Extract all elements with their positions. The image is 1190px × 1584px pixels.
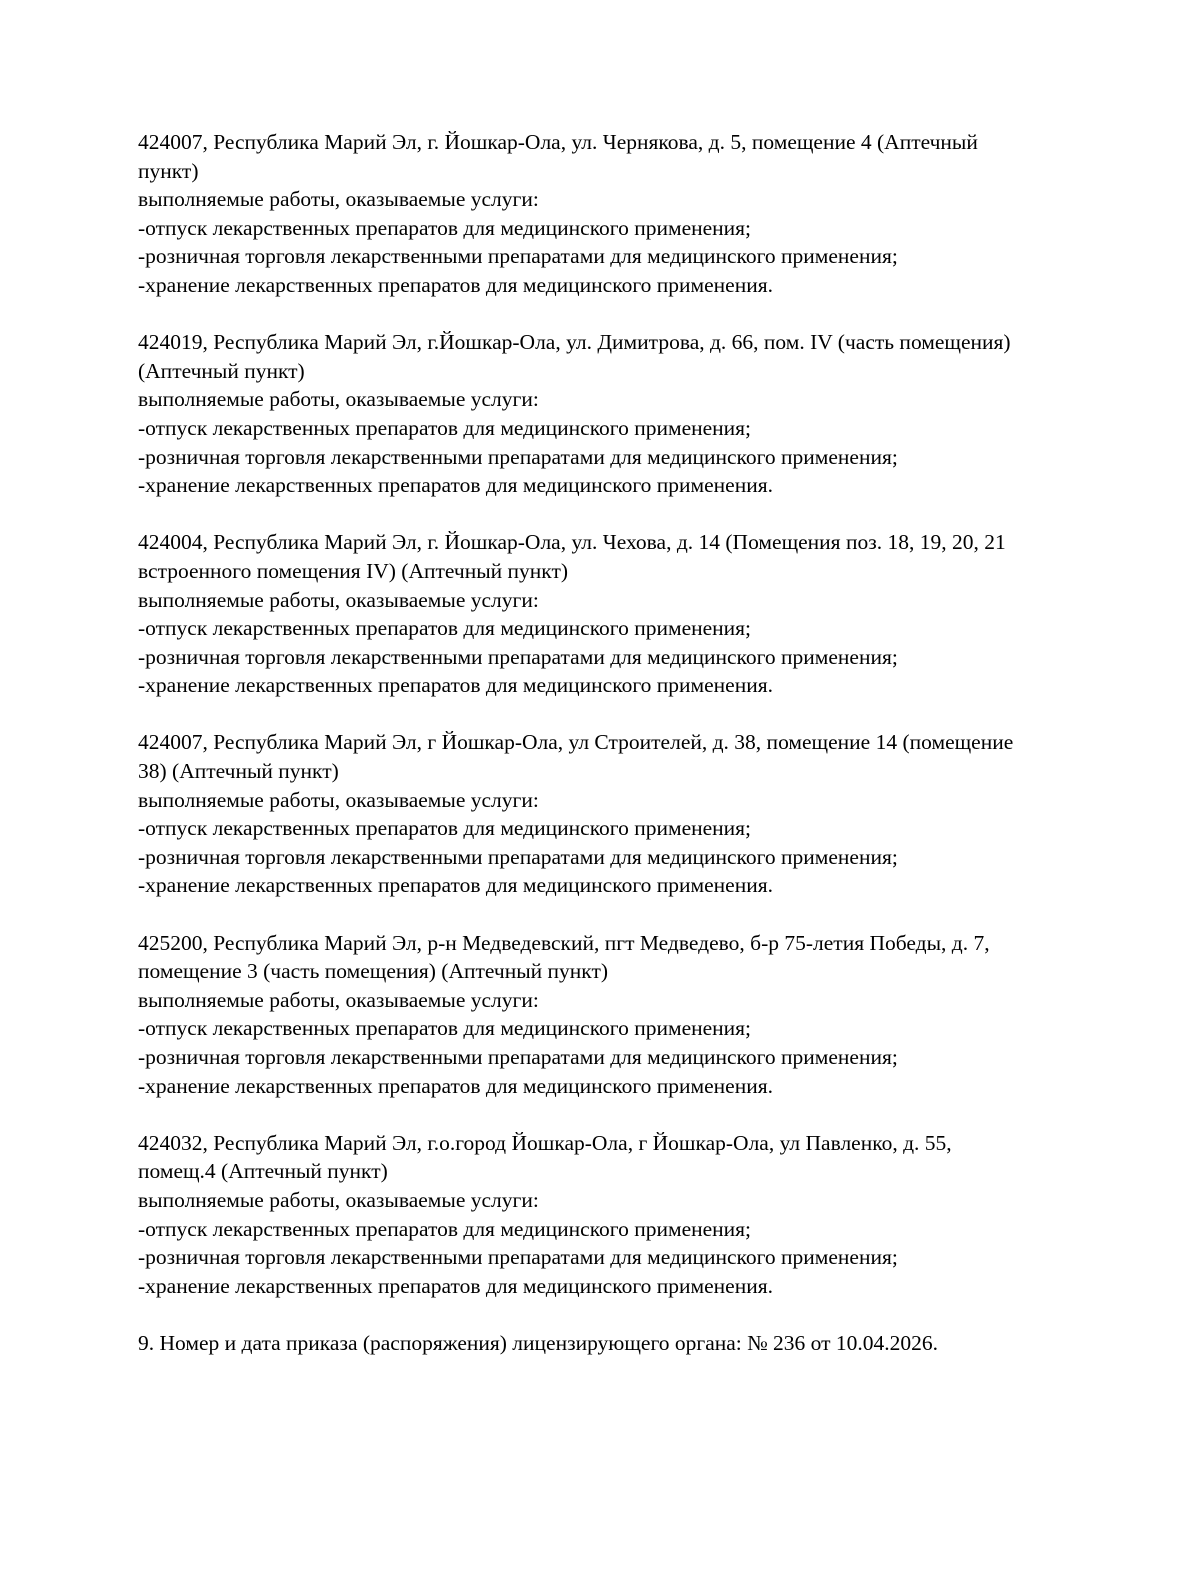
address-line: 38) (Аптечный пункт) [138,759,339,784]
address-entry-2 [138,328,1118,500]
service-item: -хранение лекарственных препаратов для медицинского применения. [138,873,773,898]
service-item: -хранение лекарственных препаратов для медицинского применения. [138,1273,773,1298]
address-line: 424019, Республика Марий Эл, г.Йошкар-Ола, ул. Димитрова, д. 66, пом. IV (часть помещения) [138,330,1011,355]
service-item: -хранение лекарственных препаратов для медицинского применения. [138,272,773,297]
address-line: помещение 3 (часть помещения) (Аптечный пункт) [138,959,609,984]
service-item: -розничная торговля лекарственными препаратами для медицинского применения; [138,244,898,269]
address-line: 424007, Республика Марий Эл, г. Йошкар-Ола, ул. Чернякова, д. 5, помещение 4 (Аптечный [138,130,978,154]
service-item: -отпуск лекарственных препаратов для медицинского применения; [138,215,752,240]
service-item: -отпуск лекарственных препаратов для медицинского применения; [138,415,752,440]
address-line: пункт) [138,158,199,183]
service-item: -отпуск лекарственных препаратов для медицинского применения; [138,616,752,641]
service-item: -отпуск лекарственных препаратов для медицинского применения; [138,1016,752,1041]
address-line: 424007, Республика Марий Эл, г Йошкар-Ола, ул Строителей, д. 38, помещение 14 (помещение [138,730,1014,755]
services-heading: выполняемые работы, оказываемые услуги: [138,987,539,1012]
services-heading: выполняемые работы, оказываемые услуги: [138,387,539,412]
service-item: -розничная торговля лекарственными препаратами для медицинского применения; [138,444,898,469]
service-item: -хранение лекарственных препаратов для медицинского применения. [138,1073,773,1098]
address-entry-5 [138,929,1118,1101]
service-item: -отпуск лекарственных препаратов для медицинского применения; [138,1216,752,1241]
address-entry-4 [138,728,1118,900]
service-item: -отпуск лекарственных препаратов для медицинского применения; [138,816,752,841]
address-line: (Аптечный пункт) [138,358,305,383]
address-line: помещ.4 (Аптечный пункт) [138,1159,388,1184]
service-item: -розничная торговля лекарственными препаратами для медицинского применения; [138,844,898,869]
document-page [138,128,1118,1358]
address-entry-1 [138,128,1118,300]
address-entry-3 [138,528,1118,700]
services-heading: выполняемые работы, оказываемые услуги: [138,187,539,212]
address-line: встроенного помещения IV) (Аптечный пункт) [138,558,569,583]
service-item: -розничная торговля лекарственными препаратами для медицинского применения; [138,644,898,669]
service-item: -хранение лекарственных препаратов для медицинского применения. [138,673,773,698]
address-line: 424004, Республика Марий Эл, г. Йошкар-Ола, ул. Чехова, д. 14 (Помещения поз. 18, 19, 20, 21 [138,530,1006,555]
service-item: -розничная торговля лекарственными препаратами для медицинского применения; [138,1245,898,1270]
service-item: -розничная торговля лекарственными препаратами для медицинского применения; [138,1045,898,1069]
services-heading: выполняемые работы, оказываемые услуги: [138,1187,539,1212]
address-entry-6 [138,1129,1118,1301]
services-heading: выполняемые работы, оказываемые услуги: [138,787,539,812]
service-item: -хранение лекарственных препаратов для медицинского применения. [138,473,773,498]
order-number-date: 9. Номер и дата приказа (распоряжения) лицензирующего органа: № 236 от 10.04.2026. [138,1330,939,1355]
address-line: 425200, Республика Марий Эл, р-н Медведевский, пгт Медведево, б-р 75-летия Победы, д. 7, [138,930,990,955]
address-line: 424032, Республика Марий Эл, г.о.город Йошкар-Ола, г Йошкар-Ола, ул Павленко, д. 55, [138,1130,952,1155]
services-heading: выполняемые работы, оказываемые услуги: [138,587,539,612]
